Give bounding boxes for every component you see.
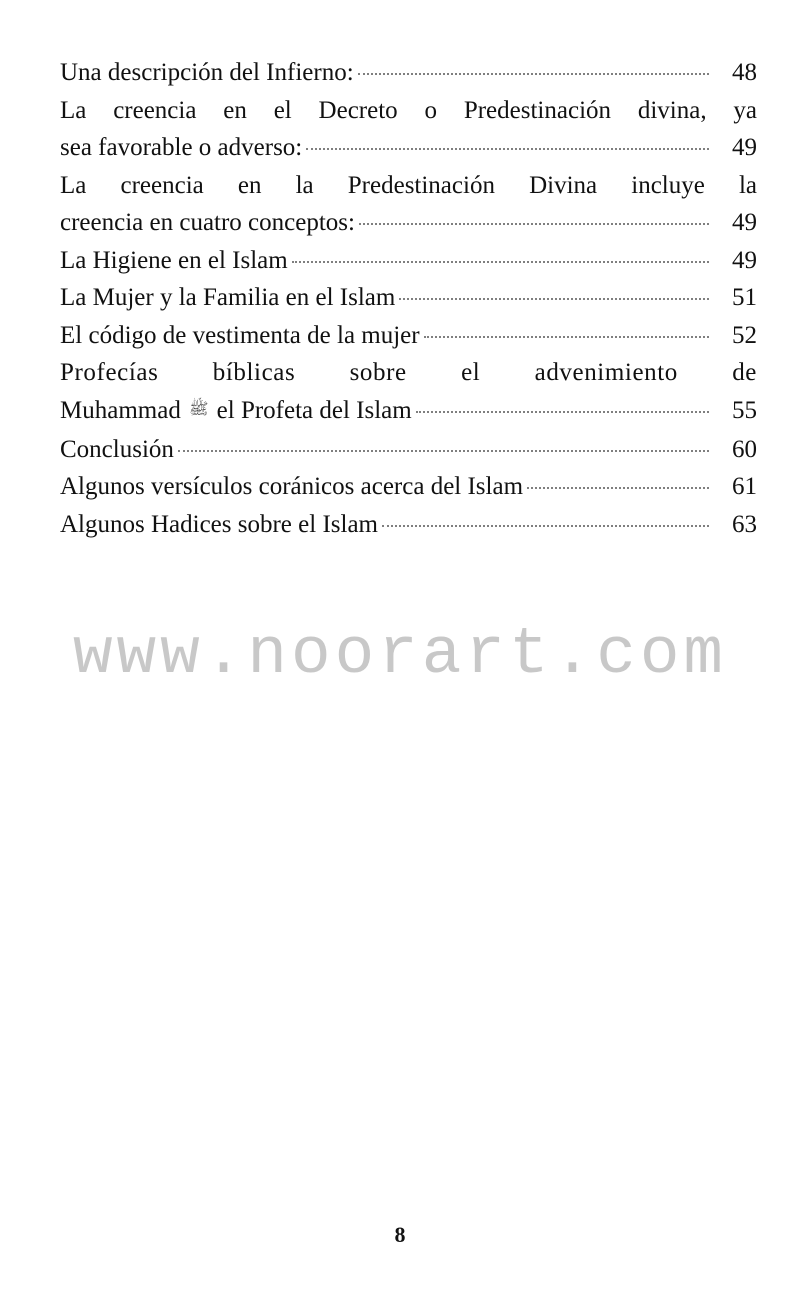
toc-entry-title: La Higiene en el Islam bbox=[60, 246, 288, 274]
toc-entry-title-part: el Profeta del Islam bbox=[216, 396, 412, 424]
dot-leader bbox=[358, 73, 709, 75]
toc-entry[interactable] bbox=[60, 279, 757, 317]
toc-entry-page: 52 bbox=[732, 321, 757, 349]
toc-entry[interactable] bbox=[60, 54, 757, 92]
dot-leader bbox=[359, 223, 709, 225]
toc-entry-page: 49 bbox=[732, 209, 757, 236]
dot-leader bbox=[416, 411, 709, 413]
toc-entry-page: 49 bbox=[732, 134, 757, 161]
dot-leader bbox=[382, 525, 709, 527]
toc-entry-line bbox=[60, 468, 757, 506]
table-of-contents bbox=[60, 54, 757, 543]
toc-entry-line bbox=[60, 54, 757, 92]
toc-entry[interactable] bbox=[60, 506, 757, 544]
dot-leader bbox=[178, 450, 709, 452]
toc-entry-title bbox=[60, 392, 412, 431]
toc-entry-page: 51 bbox=[732, 284, 757, 311]
toc-entry-page: 55 bbox=[732, 396, 757, 424]
toc-entry-title: El código de vestimenta de la mujer bbox=[60, 321, 420, 349]
toc-entry[interactable] bbox=[60, 317, 757, 355]
dot-leader bbox=[292, 261, 709, 263]
toc-entry[interactable] bbox=[60, 92, 757, 167]
toc-entry-title-line: Profecías bíblicas sobre el advenimiento de bbox=[60, 359, 757, 386]
page-number: 8 bbox=[394, 1222, 406, 1247]
dot-leader bbox=[527, 487, 709, 489]
toc-entry-title: Conclusión bbox=[60, 435, 174, 463]
toc-entry-page: 49 bbox=[732, 246, 757, 274]
toc-entry-line bbox=[60, 129, 757, 167]
toc-entry-page: 61 bbox=[732, 473, 757, 501]
toc-entry[interactable] bbox=[60, 354, 757, 431]
watermark: www.noorart.com bbox=[72, 617, 728, 692]
dot-leader bbox=[399, 298, 709, 300]
toc-entry-title: La Mujer y la Familia en el Islam bbox=[60, 284, 396, 311]
toc-entry-line bbox=[60, 242, 757, 280]
toc-entry[interactable] bbox=[60, 167, 757, 242]
toc-entry[interactable] bbox=[60, 431, 757, 469]
toc-entry-page: 48 bbox=[732, 59, 757, 86]
toc-entry-line bbox=[60, 279, 757, 317]
toc-entry-page: 63 bbox=[732, 510, 757, 538]
toc-entry-title: creencia en cuatro conceptos: bbox=[60, 209, 355, 236]
toc-entry-title: Algunos versículos coránicos acerca del Islam bbox=[60, 473, 524, 501]
toc-entry-line bbox=[60, 317, 757, 355]
toc-entry-title: Algunos Hadices sobre el Islam bbox=[60, 510, 378, 538]
toc-entry-line bbox=[60, 204, 757, 242]
toc-entry[interactable] bbox=[60, 468, 757, 506]
toc-entry-line bbox=[60, 431, 757, 469]
toc-entry-line bbox=[60, 506, 757, 544]
toc-entry-title: sea favorable o adverso: bbox=[60, 134, 303, 161]
dot-leader bbox=[424, 336, 709, 338]
toc-entry-title-part: Muhammad bbox=[60, 396, 181, 424]
toc-entry-title-line: La creencia en el Decreto o Predestinación divina, ya bbox=[60, 96, 757, 124]
toc-entry-title: Una descripción del Infierno: bbox=[60, 59, 354, 86]
dot-leader bbox=[306, 148, 709, 150]
salawat-symbol-icon: ﷺ bbox=[189, 401, 209, 419]
toc-entry-line bbox=[60, 392, 757, 431]
toc-entry-title-line: La creencia en la Predestinación Divina incluye la bbox=[60, 171, 757, 199]
toc-entry[interactable] bbox=[60, 242, 757, 280]
toc-entry-page: 60 bbox=[732, 435, 757, 463]
